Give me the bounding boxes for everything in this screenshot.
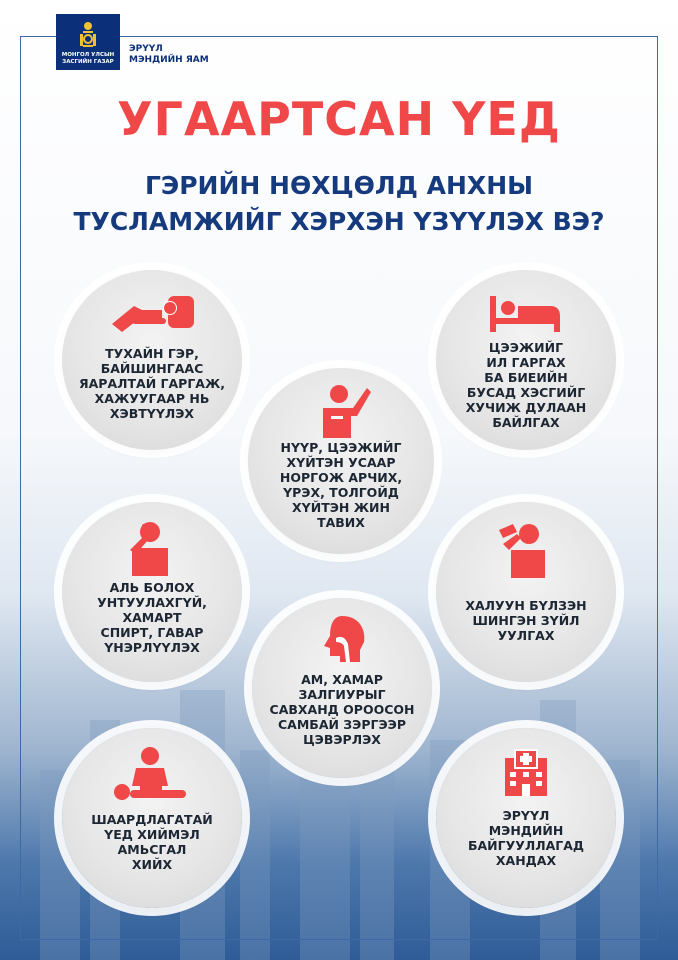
step-text-7	[62, 812, 242, 872]
step-6-line: САВХАНД ОРООСОН	[269, 702, 415, 717]
step-3-line: ХҮЙТЭН ЖИН	[292, 500, 390, 515]
step-4-line: УНТУУЛАХГҮЙ,	[97, 595, 207, 610]
step-text-5	[436, 598, 616, 643]
step-3-line: НОРГОЖ АРЧИХ,	[279, 470, 403, 485]
step-text-3	[248, 440, 434, 530]
soyombo-icon	[74, 20, 102, 48]
step-card-6	[252, 598, 432, 778]
step-1-line: ХЭВТҮҮЛЭХ	[109, 406, 195, 421]
step-4-line: ХАМАРТ	[122, 610, 182, 625]
ministry-line-1: ЭРҮҮЛ	[129, 44, 163, 54]
step-5-line: УУЛГАХ	[497, 628, 555, 643]
step-text-2	[436, 340, 616, 430]
step-3-line: ХҮЙТЭН УСААР	[286, 455, 396, 470]
step-8-line: ЭРҮҮЛ	[502, 808, 550, 823]
person-smelling-icon	[122, 518, 182, 576]
step-2-line: БАЙЛГАХ	[492, 415, 560, 430]
step-5-line: ШИНГЭН ЗҮЙЛ	[472, 613, 580, 628]
person-lying-pillow-icon	[104, 288, 200, 338]
person-wiping-face-icon	[311, 382, 371, 438]
step-card-5	[436, 502, 616, 682]
step-text-6	[252, 672, 432, 747]
step-3-line: ТАВИХ	[317, 515, 365, 530]
poster-title: УГААРТСАН ҮЕД	[117, 92, 561, 146]
step-card-4	[62, 502, 242, 682]
step-6-line: АМ, ХАМАР	[301, 672, 383, 687]
step-7-line: ХИЙХ	[131, 857, 173, 872]
cpr-icon	[110, 744, 194, 804]
step-1-line: БАЙШИНГААС	[100, 361, 204, 376]
step-4-line: АЛЬ БОЛОХ	[109, 580, 195, 595]
ministry-name	[129, 44, 209, 66]
step-2-line: ЦЭЭЖИЙГ	[488, 340, 564, 355]
step-text-8	[436, 808, 616, 868]
step-text-1	[62, 346, 242, 421]
step-card-7	[62, 728, 242, 908]
step-2-line: БА БИЕИЙН	[484, 370, 568, 385]
step-6-line: САМБАЙ ЗЭРГЭЭР	[278, 717, 406, 732]
step-4-line: СПИРТ, ГАВАР	[100, 625, 204, 640]
step-6-line: ЦЭВЭРЛЭХ	[303, 732, 381, 747]
step-1-line: ХАЖУУГААР НЬ	[94, 391, 210, 406]
step-card-8	[436, 728, 616, 908]
step-7-line: АМЬСГАЛ	[117, 842, 187, 857]
step-text-4	[62, 580, 242, 655]
hospital-icon	[501, 748, 551, 798]
step-8-line: БАЙГУУЛЛАГАД	[467, 838, 585, 853]
person-in-bed-icon	[488, 292, 564, 334]
person-drinking-icon	[495, 520, 557, 578]
head-airway-icon	[316, 614, 368, 664]
step-card-1	[62, 270, 242, 450]
step-card-2	[436, 270, 616, 450]
subtitle-line-2: ТУСЛАМЖИЙГ ХЭРХЭН ҮЗҮҮЛЭХ ВЭ?	[73, 207, 605, 236]
step-7-line: ҮЕД ХИЙМЭЛ	[104, 827, 200, 842]
poster-subtitle	[0, 168, 678, 240]
step-8-line: ХАНДАХ	[495, 853, 557, 868]
step-7-line: ШААРДЛАГАТАЙ	[91, 812, 213, 827]
step-3-line: НҮҮР, ЦЭЭЖИЙГ	[280, 440, 402, 455]
step-2-line: ХУЧИЖ ДУЛААН	[465, 400, 587, 415]
step-1-line: ЯАРАЛТАЙ ГАРГАЖ,	[78, 376, 226, 391]
step-1-line: ТУХАЙН ГЭР,	[105, 346, 199, 361]
step-card-3	[248, 368, 434, 554]
subtitle-line-1: ГЭРИЙН НӨХЦӨЛД АНХНЫ	[144, 171, 534, 200]
step-2-line: ИЛ ГАРГАХ	[486, 355, 566, 370]
logo-text: МОНГОЛ УЛСЫН ЗАСГИЙН ГАЗАР	[61, 52, 115, 65]
step-6-line: ЗАЛГИУРЫГ	[298, 687, 386, 702]
ministry-line-2: МЭНДИЙН ЯАМ	[129, 55, 209, 65]
step-2-line: БУСАД ХЭСГИЙГ	[466, 385, 586, 400]
step-8-line: МЭНДИЙН	[488, 823, 564, 838]
step-5-line: ХАЛУУН БҮЛЗЭН	[465, 598, 587, 613]
government-logo	[56, 14, 120, 70]
step-4-line: ҮНЭРЛҮҮЛЭХ	[104, 640, 200, 655]
step-3-line: ҮРЭХ, ТОЛГОЙД	[283, 485, 399, 500]
